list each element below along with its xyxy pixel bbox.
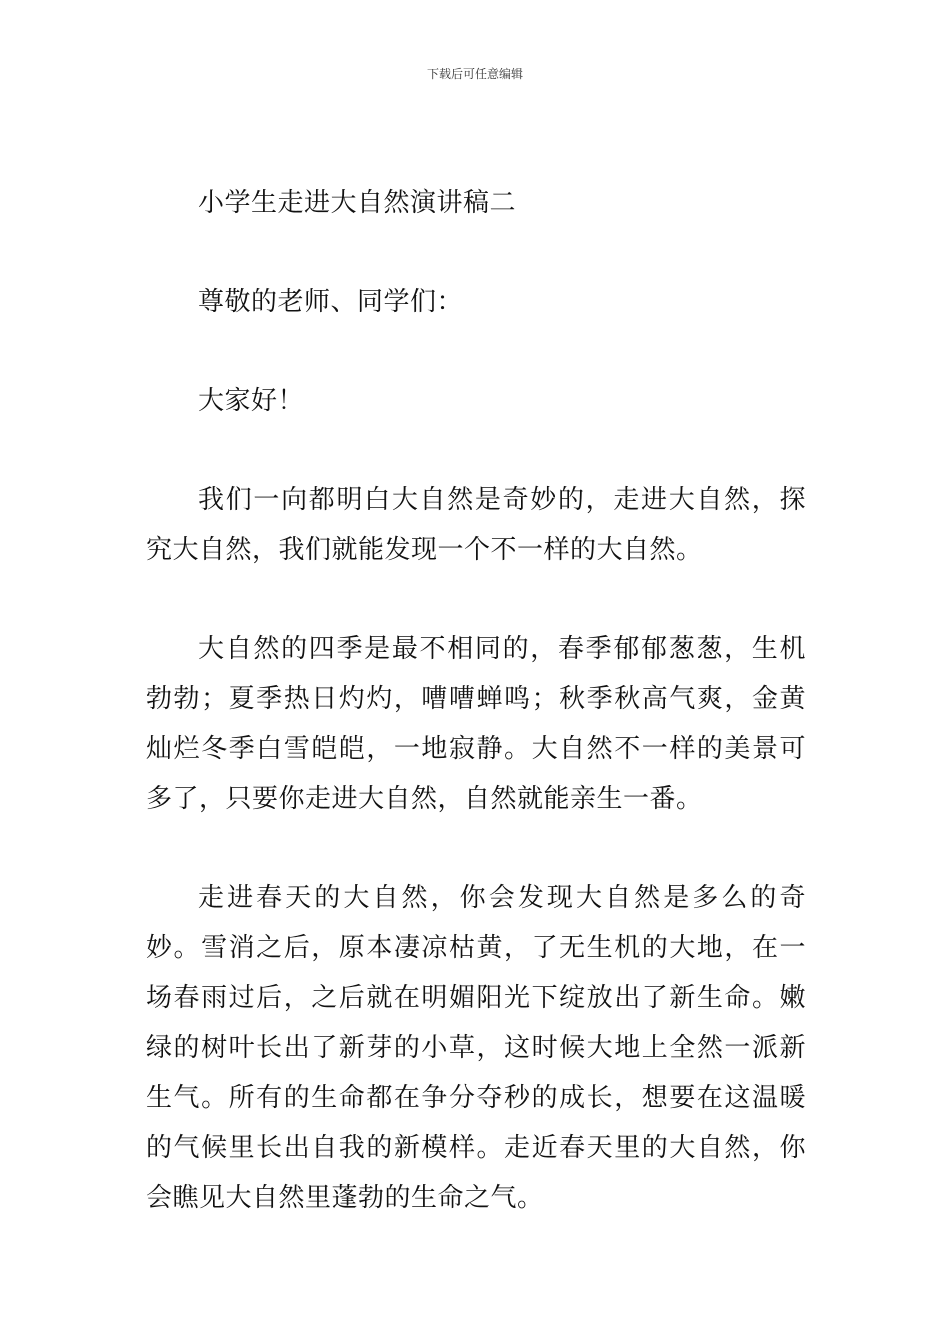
salutation: 尊敬的老师、同学们： <box>198 287 464 317</box>
paragraph-seasons: 大自然的四季是最不相同的，春季郁郁葱葱，生机勃勃；夏季热日灼灼，嘈嘈蝉鸣；秋季秋高气爽，金黄灿烂冬季白雪皑皑，一地寂静。大自然不一样的美景可多了，只要你走进大自然，自然就能亲生一番。 <box>146 634 806 814</box>
page-header-note: 下载后可任意编辑 <box>426 67 523 81</box>
paragraph-spring: 走进春天的大自然，你会发现大自然是多么的奇妙。雪消之后，原本凄凉枯黄，了无生机的大地，在一场春雨过后，之后就在明媚阳光下绽放出了新生命。嫩绿的树叶长出了新芽的小草，这时候大地上全然一派新生气。所有的生命都在争分夺秒的成长，想要在这温暖的气候里长出自我的新模样。走近春天里的大自然，你会瞧见大自然里蓬勃的生命之气。 <box>146 883 806 1213</box>
greeting: 大家好！ <box>198 386 305 416</box>
document-body <box>146 178 806 1223</box>
document-title: 小学生走进大自然演讲稿二 <box>198 188 517 218</box>
paragraph-intro: 我们一向都明白大自然是奇妙的，走进大自然，探究大自然，我们就能发现一个不一样的大自然。 <box>146 485 806 565</box>
